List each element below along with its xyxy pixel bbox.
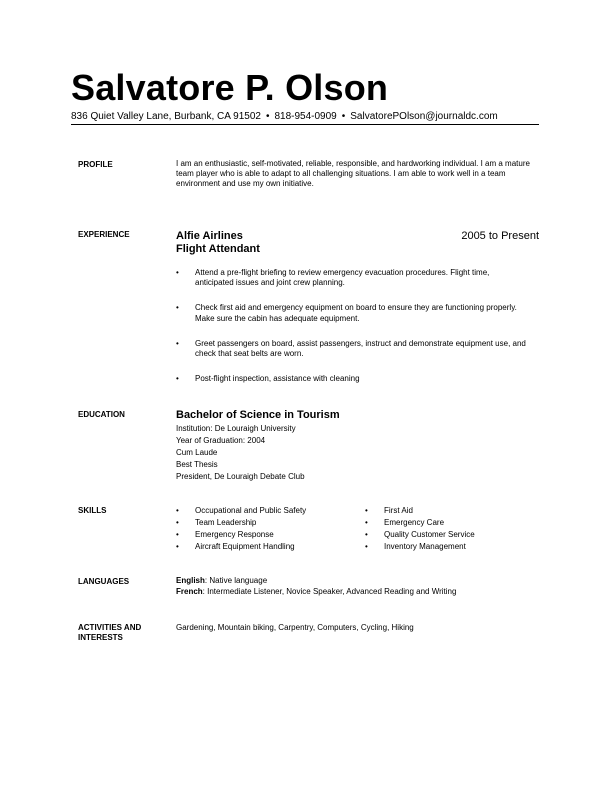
list-item [176,505,306,517]
language-level: : Intermediate Listener, Novice Speaker, Advanced Reading and Writing [202,586,457,596]
job-title: Flight Attendant [176,243,260,255]
duties-list [176,268,526,384]
phone: 818-954-0909 [274,111,337,122]
list-item [365,517,475,529]
bullet: • [365,542,368,551]
bullet: • [176,506,179,515]
skill-text: Occupational and Public Safety [195,506,307,515]
contact-line [71,111,539,125]
skill-text: Aircraft Equipment Handling [195,542,295,551]
list-item [176,529,306,541]
language-name: French [176,586,203,596]
bullet: • [176,338,179,348]
profile-text: I am an enthusiastic, self-motivated, reliable, responsible, and hardworking individual. I am a mature team player who is able to adapt to all challenging situations. I am able to work well in a team environment and use my own initiative. [176,159,530,189]
language-row [176,576,456,587]
skill-text: Inventory Management [384,542,466,551]
activities-text: Gardening, Mountain biking, Carpentry, Computers, Cycling, Hiking [176,623,414,632]
skills-column-2 [365,505,475,553]
activities-label-line: INTERESTS [78,633,123,642]
section-label-languages: LANGUAGES [78,577,130,586]
language-row [176,587,456,598]
education-line: Cum Laude [176,448,218,457]
language-name: English [176,576,205,585]
education-line: Institution: De Louraigh University [176,424,296,433]
language-level: : Native language [204,576,268,585]
list-item [176,374,526,384]
bullet: • [365,506,368,515]
languages-list [176,576,456,597]
list-item [365,505,475,517]
skill-text: First Aid [384,506,413,515]
skills-column-1 [176,505,306,553]
duty-text: Greet passengers on board, assist passengers, instruct and demonstrate equipment use, and check that seat belts are worn. [195,338,526,359]
section-label-education: EDUCATION [78,410,125,419]
job-dates: 2005 to Present [461,230,539,242]
bullet: • [365,530,368,539]
degree: Bachelor of Science in Tourism [176,409,340,421]
education-details [176,423,305,483]
activities-label-line: ACTIVITIES AND [78,623,142,632]
bullet: • [176,374,179,384]
list-item [365,541,475,553]
skill-text: Quality Customer Service [384,530,475,539]
company-name: Alfie Airlines [176,230,243,242]
education-line: President, De Louraigh Debate Club [176,472,305,481]
bullet: • [176,530,179,539]
bullet: • [176,542,179,551]
duty-text: Check first aid and emergency equipment on board to ensure they are functioning properly. Make sure the cabin has adequate equipment. [195,303,517,323]
email-link[interactable]: SalvatorePOlson@journaldc.com [350,111,498,122]
list-item [176,541,306,553]
bullet: • [176,303,179,313]
list-item [176,303,526,323]
section-label-experience: EXPERIENCE [78,230,130,239]
section-label-activities [78,623,141,643]
education-line: Year of Graduation: 2004 [176,436,266,445]
list-item [176,339,526,359]
address: 836 Quiet Valley Lane, Burbank, CA 91502 [71,111,261,122]
list-item [365,529,475,541]
list-item [176,268,526,288]
skill-text: Emergency Response [195,530,274,539]
separator-dot: • [341,111,346,122]
candidate-name: Salvatore P. Olson [71,67,389,108]
duty-text: Post-flight inspection, assistance with cleaning [195,374,360,384]
section-label-profile: PROFILE [78,160,113,169]
separator-dot: • [265,111,270,122]
skill-text: Emergency Care [384,518,445,527]
bullet: • [365,518,368,527]
list-item [176,517,306,529]
section-label-skills: SKILLS [78,506,107,515]
duty-text: Attend a pre-flight briefing to review emergency evacuation procedures. Flight time, anticipated issues and joint crew planning. [195,268,490,288]
education-line: Best Thesis [176,460,218,469]
bullet: • [176,518,179,527]
bullet: • [176,268,179,277]
skill-text: Team Leadership [195,518,257,527]
